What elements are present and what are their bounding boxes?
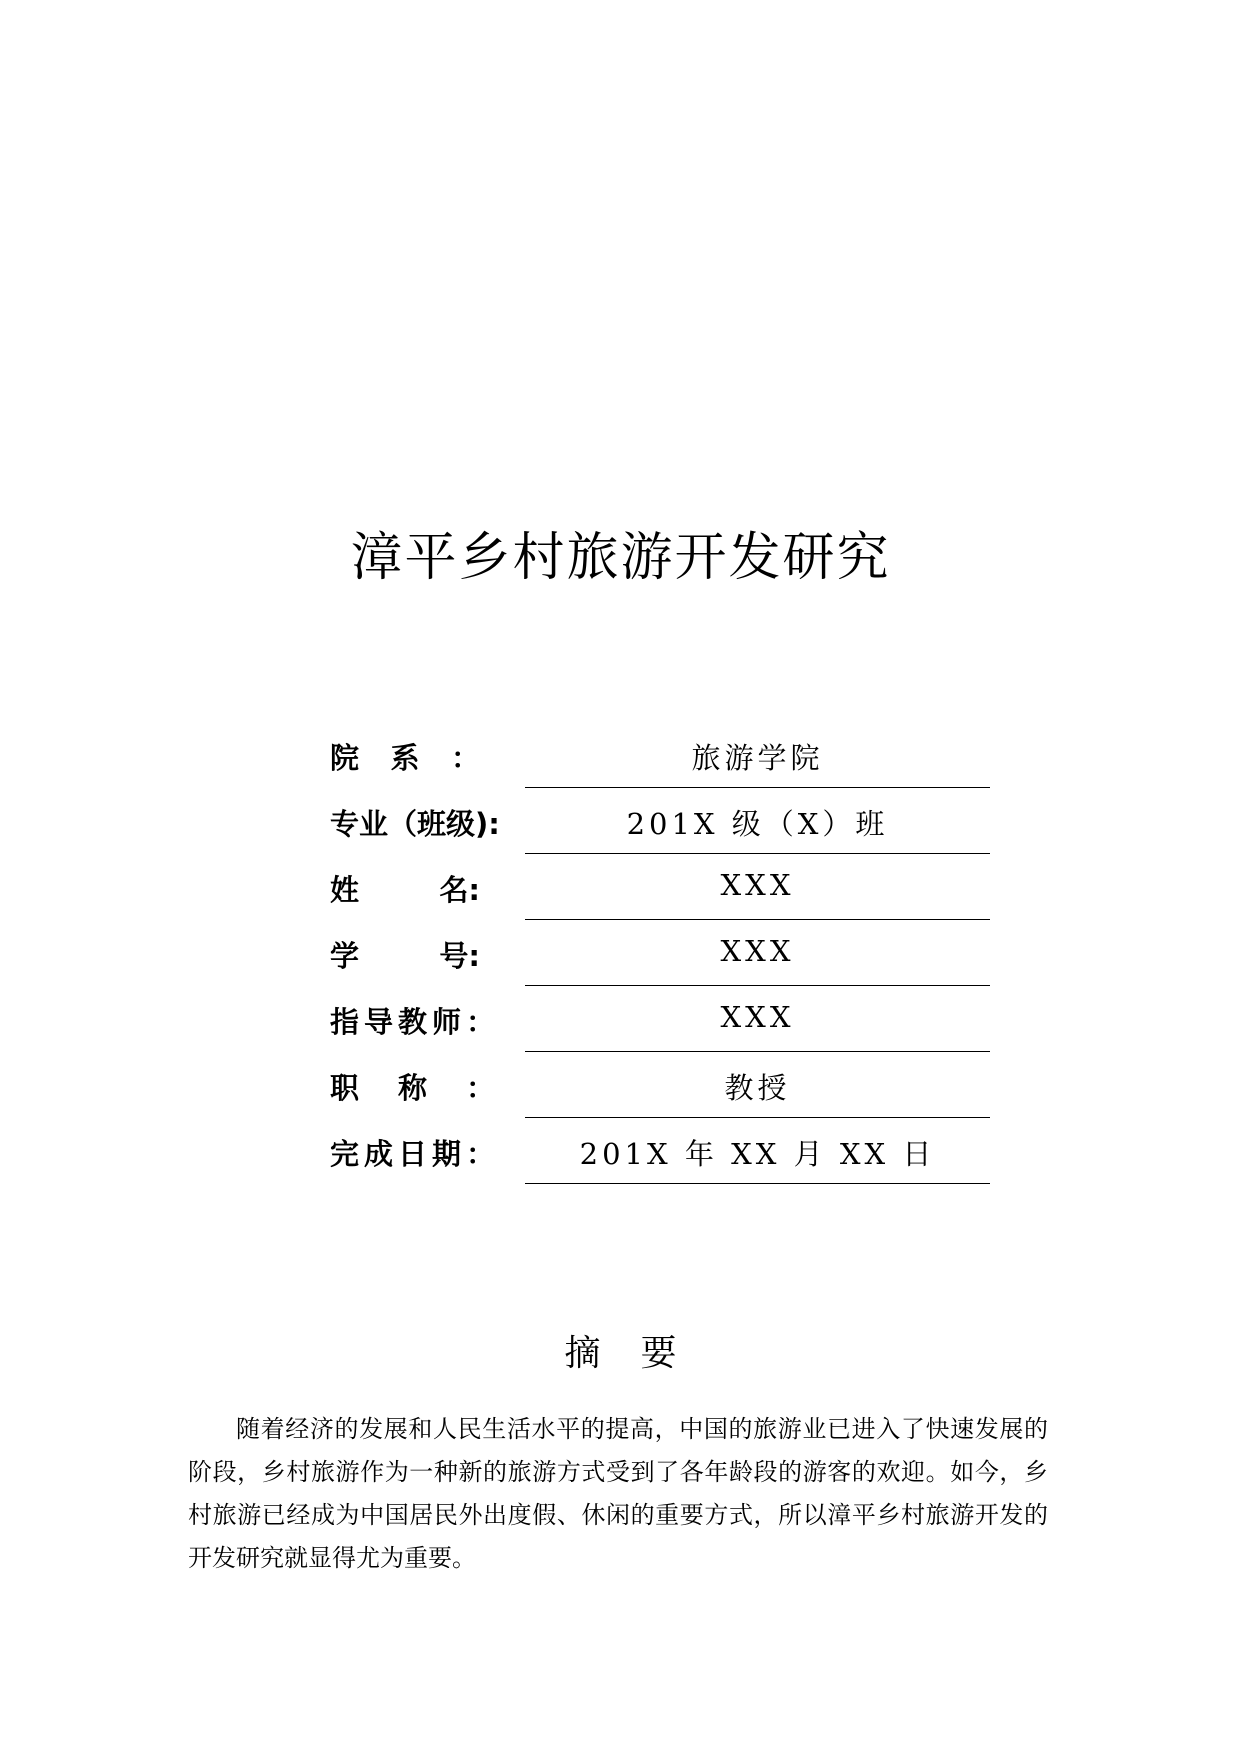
cover-info-table: [330, 722, 990, 1184]
info-value-major: 201X 级（X）班: [626, 807, 889, 841]
info-label-name: 姓 名:: [330, 873, 480, 907]
info-label-advisor: 指 导 教 师 ：: [330, 1005, 495, 1039]
info-value-completion-date: 201X 年 XX 月 XX 日: [579, 1137, 936, 1171]
underline: [525, 1183, 990, 1184]
info-row-name: [330, 854, 990, 920]
info-row-title-rank: [330, 1052, 990, 1118]
abstract-heading: 摘 要: [564, 1333, 677, 1374]
info-value-name: XXX: [720, 868, 795, 902]
info-row-department: [330, 722, 990, 788]
info-label-department: 院 系 ：: [330, 741, 480, 775]
abstract-body: 随着经济的发展和人民生活水平的提高，中国的旅游业已进入了快速发展的阶段，乡村旅游作为一种新的旅游方式受到了各年龄段的游客的欢迎。如今，乡村旅游已经成为中国居民外出度假、休闲的重要方式，所以漳平乡村旅游开发的开发研究就显得尤为重要。: [188, 1415, 1048, 1572]
info-value-title-rank: 教授: [724, 1071, 791, 1105]
info-value-advisor: XXX: [720, 1000, 795, 1034]
info-row-student-id: [330, 920, 990, 986]
info-label-title-rank: 职 称 ：: [330, 1071, 495, 1105]
info-row-completion-date: [330, 1118, 990, 1184]
info-label-completion-date: 完 成 日 期 ：: [330, 1137, 495, 1171]
info-label-student-id: 学 号:: [330, 939, 480, 973]
document-title: 漳平乡村旅游开发研究: [350, 528, 891, 588]
info-row-advisor: [330, 986, 990, 1052]
info-value-department: 旅游学院: [691, 741, 824, 775]
info-row-major: [330, 788, 990, 854]
info-label-major: 专业（班级):: [330, 807, 500, 841]
info-value-student-id: XXX: [720, 934, 795, 968]
